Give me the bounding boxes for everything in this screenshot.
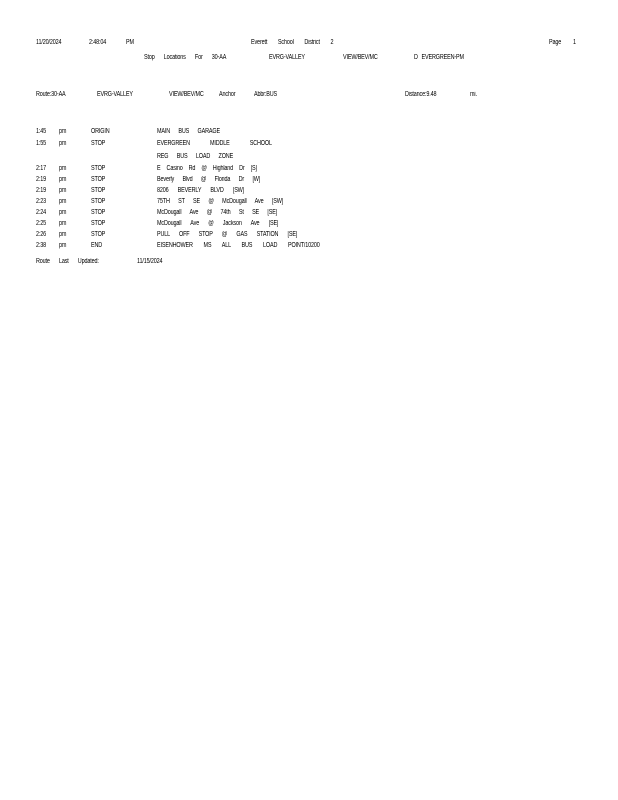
route-abbr: Abbr:BUS <box>254 91 278 98</box>
stop-location: E Casino Rd @ Highland Dr [S] <box>157 165 257 172</box>
stop-type: STOP <box>91 198 106 205</box>
stop-type: ORIGIN <box>91 128 110 135</box>
route-id: Route:30-AA <box>36 91 66 98</box>
stop-location: 8206 BEVERLY BLVD [SW] <box>157 187 245 194</box>
route-distance: Distance:9.48 <box>405 91 437 98</box>
stop-time: 2:24 <box>36 209 47 216</box>
subtitle-destination: D EVERGREEN-PM <box>414 54 464 61</box>
footer-label: Route Last Updated: <box>36 258 99 265</box>
stop-ampm: pm <box>59 187 67 194</box>
stop-ampm: pm <box>59 165 67 172</box>
route-name: EVRG-VALLEY <box>97 91 133 98</box>
stop-time: 1:55 <box>36 140 47 147</box>
stop-type: END <box>91 242 103 249</box>
stop-type: STOP <box>91 176 106 183</box>
subtitle-route: EVRG-VALLEY <box>269 54 305 61</box>
stop-ampm: pm <box>59 231 67 238</box>
stop-ampm: pm <box>59 140 67 147</box>
stop-type: STOP <box>91 140 106 147</box>
footer-date: 11/15/2024 <box>137 258 163 265</box>
stop-location: PULL OFF STOP @ GAS STATION [SE] <box>157 231 298 238</box>
stop-ampm: pm <box>59 128 67 135</box>
stop-ampm: pm <box>59 220 67 227</box>
distance-unit: mi. <box>470 91 477 98</box>
report-ampm: PM <box>126 39 134 46</box>
report-date: 11/20/2024 <box>36 39 62 46</box>
route-anchor: Anchor <box>219 91 236 98</box>
stop-time: 1:45 <box>36 128 47 135</box>
stop-location: REG BUS LOAD ZONE <box>157 153 234 160</box>
stop-time: 2:26 <box>36 231 47 238</box>
stop-location: EISENHOWER MS ALL BUS LOAD POINT/10200 <box>157 242 320 249</box>
stop-location: EVERGREEN MIDDLE SCHOOL <box>157 140 272 147</box>
stop-ampm: pm <box>59 176 67 183</box>
route-schools: VIEW/BEV/MC <box>169 91 204 98</box>
page-label: Page <box>549 39 562 46</box>
stop-type: STOP <box>91 231 106 238</box>
stop-ampm: pm <box>59 209 67 216</box>
stop-location: McDougall Ave @ 74th St SE [SE] <box>157 209 278 216</box>
report-subtitle: Stop Locations For 30-AA <box>144 54 227 61</box>
stop-location: MAIN BUS GARAGE <box>157 128 220 135</box>
stop-ampm: pm <box>59 242 67 249</box>
district-name: Everett School District 2 <box>251 39 334 46</box>
stop-time: 2:19 <box>36 187 47 194</box>
subtitle-schools: VIEW/BEV/MC <box>343 54 378 61</box>
stop-location: 75TH ST SE @ McDougall Ave [SW] <box>157 198 284 205</box>
stop-location: McDougall Ave @ Jackson Ave [SE] <box>157 220 279 227</box>
stop-time: 2:19 <box>36 176 47 183</box>
stop-type: STOP <box>91 220 106 227</box>
report-time: 2:48:04 <box>89 39 107 46</box>
stop-type: STOP <box>91 165 106 172</box>
stop-type: STOP <box>91 187 106 194</box>
stop-location: Beverly Blvd @ Florida Dr [W] <box>157 176 261 183</box>
stop-type: STOP <box>91 209 106 216</box>
stop-time: 2:38 <box>36 242 47 249</box>
stop-time: 2:23 <box>36 198 47 205</box>
page-number: 1 <box>573 39 576 46</box>
stop-time: 2:25 <box>36 220 47 227</box>
stop-ampm: pm <box>59 198 67 205</box>
stop-time: 2:17 <box>36 165 47 172</box>
